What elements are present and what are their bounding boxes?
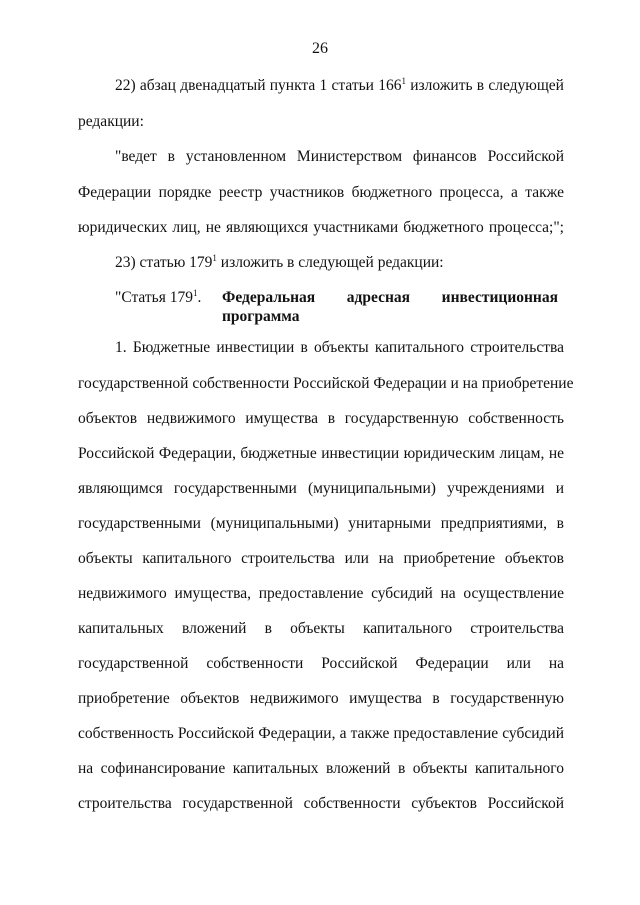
- paragraph-1-line: капитальных вложений в объекты капитального строительства: [78, 620, 564, 637]
- paragraph-1-line: приобретение объектов недвижимого имущества в государственную: [78, 690, 564, 707]
- paragraph-1-line: строительства государственной собственности субъектов Российской: [78, 795, 564, 812]
- paragraph-1-line: государственной собственности Российской Федерации или на: [78, 655, 564, 672]
- item-22-line-1: [115, 76, 564, 96]
- article-label-dot: .: [197, 289, 202, 306]
- paragraph-1-line: объектов недвижимого имущества в государственную собственность: [78, 410, 564, 427]
- paragraph-1-line: недвижимого имущества, предоставление субсидий на осуществление: [78, 585, 564, 602]
- item-23-text-end: изложить в следующей редакции:: [216, 254, 444, 271]
- paragraph-1-line: государственной собственности Российской Федерации и на приобретение: [78, 375, 574, 392]
- article-label: [115, 288, 201, 308]
- item-23-line: [115, 253, 444, 273]
- superscript: 1: [193, 288, 198, 298]
- item-23-text: 23) статью 179: [115, 254, 213, 271]
- paragraph-1-line: являющимся государственными (муниципальными) учреждениями и: [78, 480, 564, 497]
- article-label-text: "Статья 179: [115, 289, 193, 306]
- paragraph-1-line: объекты капитального строительства или на приобретение объектов: [78, 550, 564, 567]
- quote-22-line-1: "ведет в установленном Министерством финансов Российской: [115, 148, 564, 165]
- item-22-line-2: редакции:: [78, 113, 144, 130]
- paragraph-1-line: государственными (муниципальными) унитарными предприятиями, в: [78, 515, 564, 532]
- article-title: [222, 288, 558, 326]
- article-title-line-1: Федеральная адресная инвестиционная: [222, 289, 558, 306]
- quote-22-line-3: юридических лиц, не являющихся участниками бюджетного процесса;";: [78, 219, 564, 236]
- paragraph-1-line: собственность Российской Федерации, а также предоставление субсидий: [78, 725, 564, 742]
- superscript: 1: [401, 76, 406, 86]
- page-number: 26: [312, 40, 328, 57]
- paragraph-1-line: на софинансирование капитальных вложений в объекты капитального: [78, 760, 564, 777]
- paragraph-1-line: 1. Бюджетные инвестиции в объекты капитального строительства: [115, 339, 564, 356]
- item-22-text-end: изложить в следующей: [405, 77, 564, 94]
- item-22-text: 22) абзац двенадцатый пункта 1 статьи 166: [115, 77, 402, 94]
- superscript: 1: [212, 253, 217, 263]
- paragraph-1-line: Российской Федерации, бюджетные инвестиции юридическим лицам, не: [78, 445, 564, 462]
- quote-22-line-2: Федерации порядке реестр участников бюджетного процесса, а также: [78, 184, 564, 201]
- article-title-line-2: программа: [222, 308, 300, 325]
